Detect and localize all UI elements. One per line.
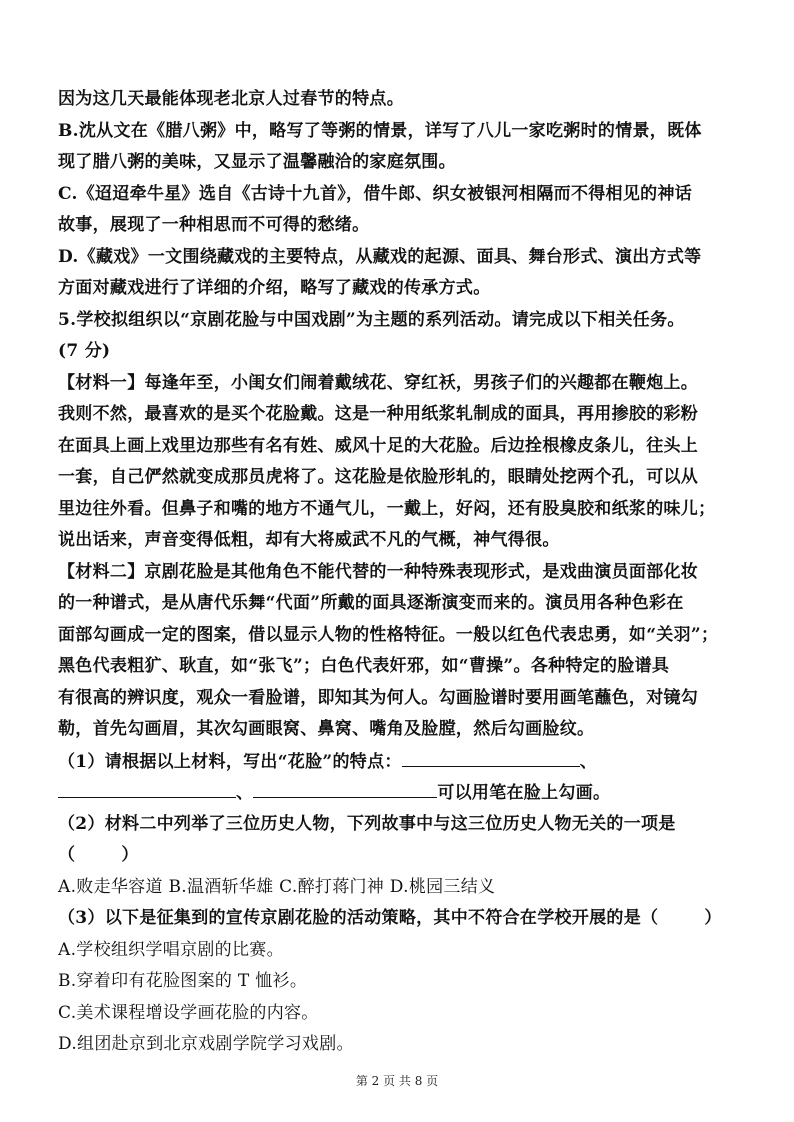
- text-line: 里边往外看。但鼻子和嘴的地方不通气儿，一戴上，好闷，还有股臭胶和纸浆的味儿；: [58, 498, 716, 519]
- question-3-option-d: D.组团赴京到北京戏剧学院学习戏剧。: [58, 1034, 354, 1054]
- text-line: 方面对藏戏进行了详细的介绍，略写了藏戏的传承方式。: [58, 278, 491, 298]
- option-b-line: B.沈从文在《腊八粥》中，略写了等粥的情景，详写了八儿一家吃粥时的情景，既体: [58, 120, 702, 141]
- question-1-continuation: [58, 777, 748, 809]
- paren-close: ）: [704, 908, 722, 928]
- text-line: 我则不然，最喜欢的是买个花脸戴。这是一种用纸浆轧制成的面具，再用掺胶的彩粉: [58, 404, 699, 424]
- text-line: 有很高的辨识度，观众一看脸谱，即知其为何人。勾画脸谱时要用画笔蘸色，对镜勾: [58, 687, 699, 708]
- option-d-line: D.《藏戏》一文围绕藏戏的主要特点，从藏戏的起源、面具、舞台形式、演出方式等: [58, 246, 702, 267]
- question-1-line: [58, 746, 748, 778]
- question-3-line: [58, 903, 748, 935]
- question-3-text: （3）以下是征集到的宣传京剧花脸的活动策略，其中不符合在学校开展的是（: [58, 908, 659, 928]
- text-line: 面部勾画成一定的图案，借以显示人物的性格特征。一般以红色代表忠勇，如“关羽”；: [58, 624, 719, 645]
- page-footer: 第 2 页 共 8 页: [355, 1074, 439, 1088]
- text-line: 勒，首先勾画眉，其次勾画眼窝、鼻窝、嘴角及脸膛，然后勾画脸纹。: [58, 719, 595, 739]
- text-line: 故事，展现了一种相思而不可得的愁绪。: [58, 215, 370, 235]
- answer-blank-3[interactable]: [253, 777, 437, 798]
- question-5-title: 5.学校拟组织以“京剧花脸与中国戏剧”为主题的系列活动。请完成以下相关任务。: [58, 309, 685, 330]
- question-3-option-a: A.学校组织学唱京剧的比赛。: [58, 939, 284, 960]
- question-1-prefix: （1）请根据以上材料，写出“花脸”的特点：: [58, 751, 402, 772]
- text-line: 在面具上画上戏里边那些有名有姓、威风十足的大花脸。后边拴根橡皮条儿，往头上: [58, 435, 699, 456]
- paren-open: （: [58, 845, 76, 865]
- question-2-answer-paren: [58, 840, 748, 872]
- separator: 、: [236, 783, 254, 803]
- page-content: [58, 84, 748, 1061]
- text-line: 一套，自己俨然就变成那员虎将了。这花脸是依脸形轧的，眼睛处挖两个孔，可以从: [58, 467, 699, 487]
- material-one-line: 【材料一】每逢年至，小闺女们闹着戴绒花、穿红袄，男孩子们的兴趣都在鞭炮上。: [58, 372, 699, 393]
- question-3-option-c: C.美术课程增设学画花脸的内容。: [58, 1002, 319, 1023]
- answer-blank-1[interactable]: [402, 746, 580, 767]
- option-c-line: C.《迢迢牵牛星》选自《古诗十九首》，借牛郎、织女被银河相隔而不得相见的神话: [58, 183, 693, 204]
- text-line: 黑色代表粗犷、耿直，如“张飞”；白色代表奸邪，如“曹操”。各种特定的脸谱具: [58, 656, 670, 676]
- answer-blank-2[interactable]: [58, 777, 236, 798]
- question-2-line: （2）材料二中列举了三位历史人物，下列故事中与这三位历史人物无关的一项是: [58, 813, 676, 834]
- text-line: 因为这几天最能体现老北京人过春节的特点。: [58, 89, 404, 109]
- paren-close: ）: [121, 845, 139, 865]
- text-line: 现了腊八粥的美味，又显示了温馨融洽的家庭氛围。: [58, 152, 456, 172]
- text-line: 的一种谱式，是从唐代乐舞“代面”所戴的面具逐渐演变而来的。演员用各种色彩在: [58, 593, 684, 613]
- question-2-options: A.败走华容道 B.温酒斩华雄 C.醉打蒋门神 D.桃园三结义: [58, 876, 496, 897]
- question-1-suffix: 可以用笔在脸上勾画。: [437, 783, 611, 803]
- question-5-score: (7 分): [58, 341, 111, 361]
- text-line: 说出话来，声音变得低粗，却有大将威武不凡的气概，神气得很。: [58, 530, 560, 550]
- separator: 、: [579, 751, 597, 772]
- material-two-line: 【材料二】京剧花脸是其他角色不能代替的一种特殊表现形式，是戏曲演员面部化妆: [58, 561, 699, 582]
- question-3-option-b: B.穿着印有花脸图案的 T 恤衫。: [58, 971, 308, 991]
